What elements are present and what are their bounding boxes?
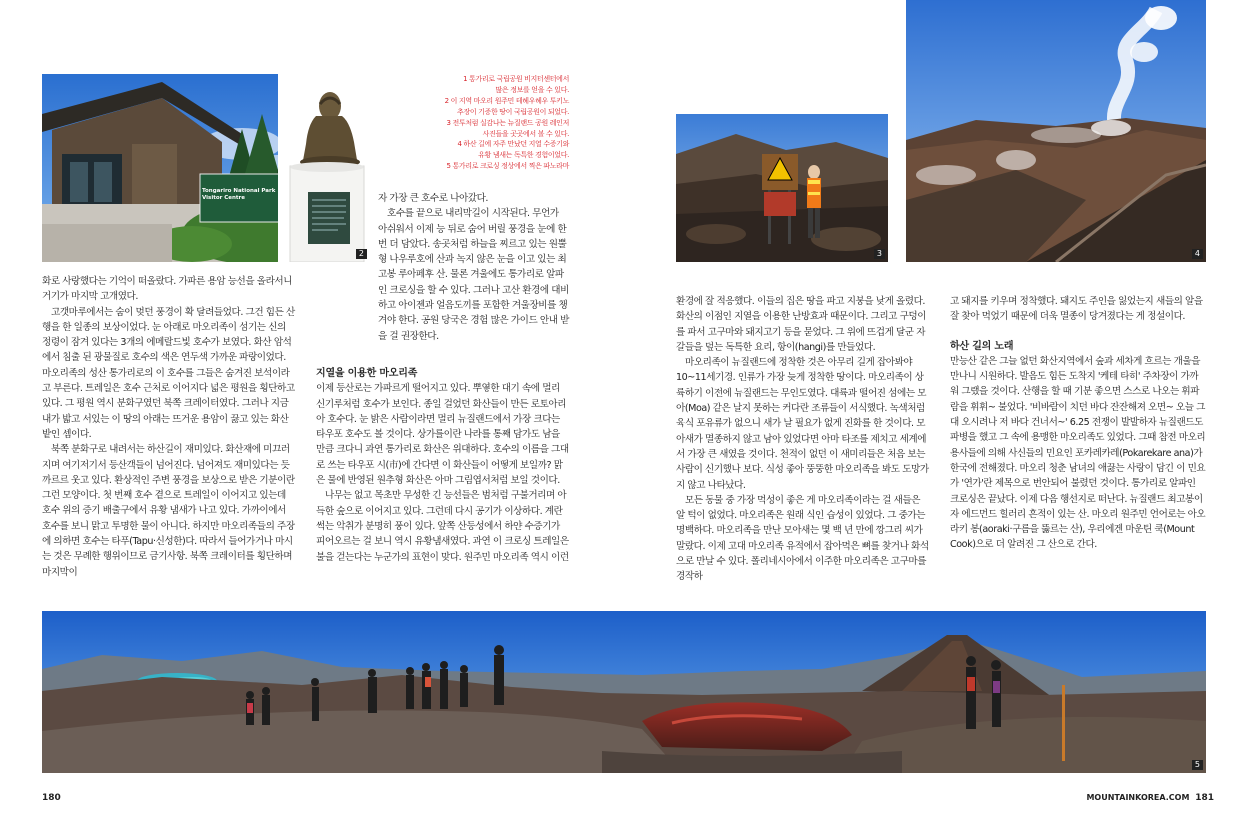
panorama-photo — [42, 611, 1206, 773]
text-column-1 — [42, 274, 296, 580]
sign-line-1: Tongariro National Park — [202, 188, 276, 194]
visitor-centre-photo — [42, 74, 298, 262]
text-column-2 — [316, 191, 570, 565]
caption-line: 5 통가리로 크로싱 정상에서 찍은 파노라마 — [446, 162, 569, 171]
paragraph: 모든 동물 중 가장 먹성이 좋은 게 마오리족이라는 걸 새들은 알 턱이 없었다. 마오리족은 원래 식인 습성이 있었다. 그 중가는 명백하다. 마오리족을 만난 모아새는 몇 백 년 만에 깡그리 씨가 말랐다. 이제 고대 마오리족 유적에서 잡아먹은 뼈를 찾거나 화석으로 만날 수 있다. 폴리네시아에서 이주한 마오리족은 고구마를 경작하 — [676, 494, 929, 583]
section-heading: 하산 길의 노래 — [950, 340, 1014, 352]
section-heading: 지열을 이용한 마오리족 — [316, 367, 418, 379]
paragraph: 고 돼지를 키우며 정착했다. 돼지도 주인을 잃었는지 새들의 알을 잘 찾아 먹었기 때문에 더욱 멸종이 당겨졌다는 게 정설이다. — [950, 296, 1203, 323]
text-column-4 — [950, 294, 1206, 553]
caption-line: 사진들을 곳곳에서 볼 수 있다. — [482, 129, 569, 138]
text-column-3 — [676, 294, 930, 585]
paragraph: 만능산 같은 그늘 없던 화산지역에서 숲과 세차게 흐르는 개울을 만나니 시원하다. 발음도 힘든 도착지 '케테 타히' 주차장이 가까워 그랬을 것이다. 산행을 할 때 기분 좋으면 스스로 나오는 휘파람을 휘휘~ 불었다. '비바람이 치던 바다 잔잔해져 오면~ 오늘 그대 오시려나 저 바다 건너서~' 6.25 전쟁이 발발하자 뉴질랜드도 파병을 했고 그 속에 용맹한 마오리족도 있었다. 그때 참전 마오리 용사들에 의해 사신들의 민요인 포카레카레(Pokarekare ana)가 한국에 전해졌다. 마오리 청춘 남녀의 애끓는 사랑이 담긴 이 민요가 '연가'란 제목으로 번안되어 불렸던 것이다. 통가리로 알파인 크로싱은 끝났다. 이제 다음 행선지로 떠난다. 뉴질랜드 최고봉이자 에드먼드 힐러리 흔적이 있는 산. 마오리 원주민 언어로는 아오라키 봉(aoraki·구름을 뚫르는 산), 우리에겐 마운틴 쿡(Mount Cook)으로 더 알려진 그 산으로 간다. — [950, 355, 1206, 551]
ranger-photo — [676, 114, 888, 262]
paragraph: 고갯마루에서는 숨이 멎던 풍경이 확 달려들었다. 그건 힘든 산행을 한 일종의 보상이었다. 눈 아래로 마오리족이 섬기는 신의 정령이 잠겨 있다는 3개의 에메랄드빛 호수가 보였다. 화산 암석에서 침출 된 광물질로 호수의 색은 연두색 가까운 파랑이었다. 마오리족의 성산 통가리로의 이 호수를 그들은 숨겨진 보석이라고 부른다. 트레일은 호수 근처로 이어지다 넓은 평원을 횡단하고 있다. 그 평원 역시 분화구였던 북쪽 크레이터였다. 그러나 지금 내가 밟고 서있는 이 땅의 아래는 뜨거운 용암이 끓고 있는 화산밭인 셈이다. — [42, 306, 295, 440]
paragraph: 북쪽 분화구로 내려서는 하산길이 재미있다. 화산재에 미끄러지며 여기저기서 등산객들이 넘어진다. 넘어져도 재미있다는 듯 까르르 웃고 있다. 환상적인 주변 풍경을 보상으로 받은 기분이란 그런 모양이다. 첫 번째 호수 곁으로 트레일이 이어지고 있는데 호수 위의 증기 배출구에서 유황 냄새가 나고 있다. 가까이에서 호수를 보니 맑고 투명한 물이 아니다. 하지만 마오리족들의 주장에 의하면 호수는 타푸(Tapu·신성한)다. 따라서 들어가거나 마시는 것은 무례한 행위이므로 금기사항. 북쪽 크레이터를 횡단하며 마지막이 — [42, 444, 295, 578]
sign-line-2: Visitor Centre — [202, 195, 245, 201]
caption-line: 2 이 지역 마오리 원주민 테헤우헤우 투키노 — [444, 96, 569, 105]
volcano-steam-photo — [906, 0, 1206, 262]
caption-line: 1 통가리로 국립공원 비지터센터에서 — [463, 75, 569, 83]
photo-number-2: 2 — [356, 249, 367, 259]
page-number-right: 181 — [1195, 793, 1214, 803]
photo-number-4: 4 — [1192, 249, 1203, 259]
photo-number-5: 5 — [1192, 760, 1203, 770]
caption-line: 추장이 기증한 땅이 국립공원이 되었다. — [457, 107, 569, 116]
caption-line: 유황 냄새는 독특한 경험이었다. — [478, 151, 569, 160]
caption-line: 4 하산 길에 자주 만났던 지열 수증기와 — [457, 140, 569, 149]
photo-number-3: 3 — [874, 249, 885, 259]
paragraph: 자 가장 큰 호수로 나아갔다. — [378, 193, 488, 204]
caption-line: 3 전투처럼 실감나는 뉴질랜드 공원 레인저 — [446, 118, 569, 127]
photo-captions — [400, 74, 569, 172]
paragraph: 화로 사랑했다는 기억이 떠올랐다. 가파른 용암 능선을 올라서니 거기가 마지막 고개였다. — [42, 276, 293, 303]
site-name: MOUNTAINKOREA.COM — [1086, 793, 1190, 802]
paragraph: 이제 등산로는 가파르게 떨어지고 있다. 뿌옇한 대기 속에 멀리 신기루처럼 호수가 보인다. 종일 걸었던 화산들이 만든 로토아리아 호수다. 눈 밝은 사람이라면 멀리 뉴질랜드에서 가장 크다는 타우포 호수도 볼 것이다. 상가를이란 나라를 통째 담가도 남을 만큼 크다니 과연 통가리로 화산은 위대하다. 호수의 이름을 그대로 쓰는 타우포 시(市)에 간다면 이 화산들이 어떻게 보일까? 맑은 물에 반영된 원추형 화산은 아마 그림엽서처럼 보일 것이다. — [316, 383, 569, 487]
visitor-centre-sign — [202, 188, 282, 202]
paragraph: 마오리족이 뉴질랜드에 정착한 것은 아무리 길게 잡아봐야 10~11세기경. 인류가 가장 늦게 정착한 땅이다. 마오리족이 상륙하기 이전에 뉴질랜드는 무인도였다. 대륙과 떨어진 섬에는 모아(Moa) 같은 날지 못하는 커다란 조류들이 서식했다. 녹색처럼 육식 포유류가 없으니 새가 날 필요가 없게 진화를 한 것이다. 모아새가 멸종하지 않고 남아 있었다면 아마 타조를 제치고 세계에서 가장 큰 새였을 것이다. 천적이 없던 이 새미리들은 처음 보는 사람이 신기했나 보다. 식성 좋아 뚱뚱한 마오리족을 봐도 도망가지 않고 나타났다. — [676, 357, 929, 491]
page-footer-right — [1086, 793, 1214, 803]
paragraph: 환경에 잘 적응했다. 이들의 집은 땅을 파고 지붕을 낮게 올렸다. 화산의 이점인 지열을 이용한 난방효과 때문이다. 그리고 구덩이를 파서 고구마와 돼지고기 등을 묻었다. 그 위에 뜨겁게 달군 자갈들을 덮는 독특한 요리, 항이(hangi)를 만들었다. — [676, 296, 927, 353]
paragraph: 호수를 끝으로 내리막길이 시작된다. 무언가 아쉬워서 이제 능 뒤로 숨어 버릴 풍경을 눈에 한 번 더 담았다. 송곳처럼 하늘을 찌르고 있는 원뿔형 나우루호에 산과 녹지 않은 눈을 이고 있는 최고봉 루아페후 산. 물론 겨울에도 통가리로 알파인 크로싱을 할 수 있다. 그러나 고산 환경에 대비하고 아이젠과 얼음도끼를 포함한 겨울장비를 챙겨야 한다. 공원 당국은 경험 많은 가이드 안내 받을 걸 권장한다. — [378, 208, 569, 342]
paragraph: 나무는 없고 목초만 무성한 긴 능선들은 범처럼 구불거리며 아득한 숲으로 이어지고 있다. 그런데 다시 공기가 이상하다. 계란 썩는 악취가 분명히 풍이 있다. 앞쪽 산등성에서 하얀 수증기가 피어오르는 걸 보니 역시 유황냄새였다. 과연 이 크로싱 트레일은 불을 걷는다는 누군가의 표현이 맞다. 원주민 마오리족 역시 이런 — [316, 490, 569, 563]
page-number-left: 180 — [42, 793, 61, 803]
caption-line: 많은 정보를 얻을 수 있다. — [495, 85, 569, 94]
